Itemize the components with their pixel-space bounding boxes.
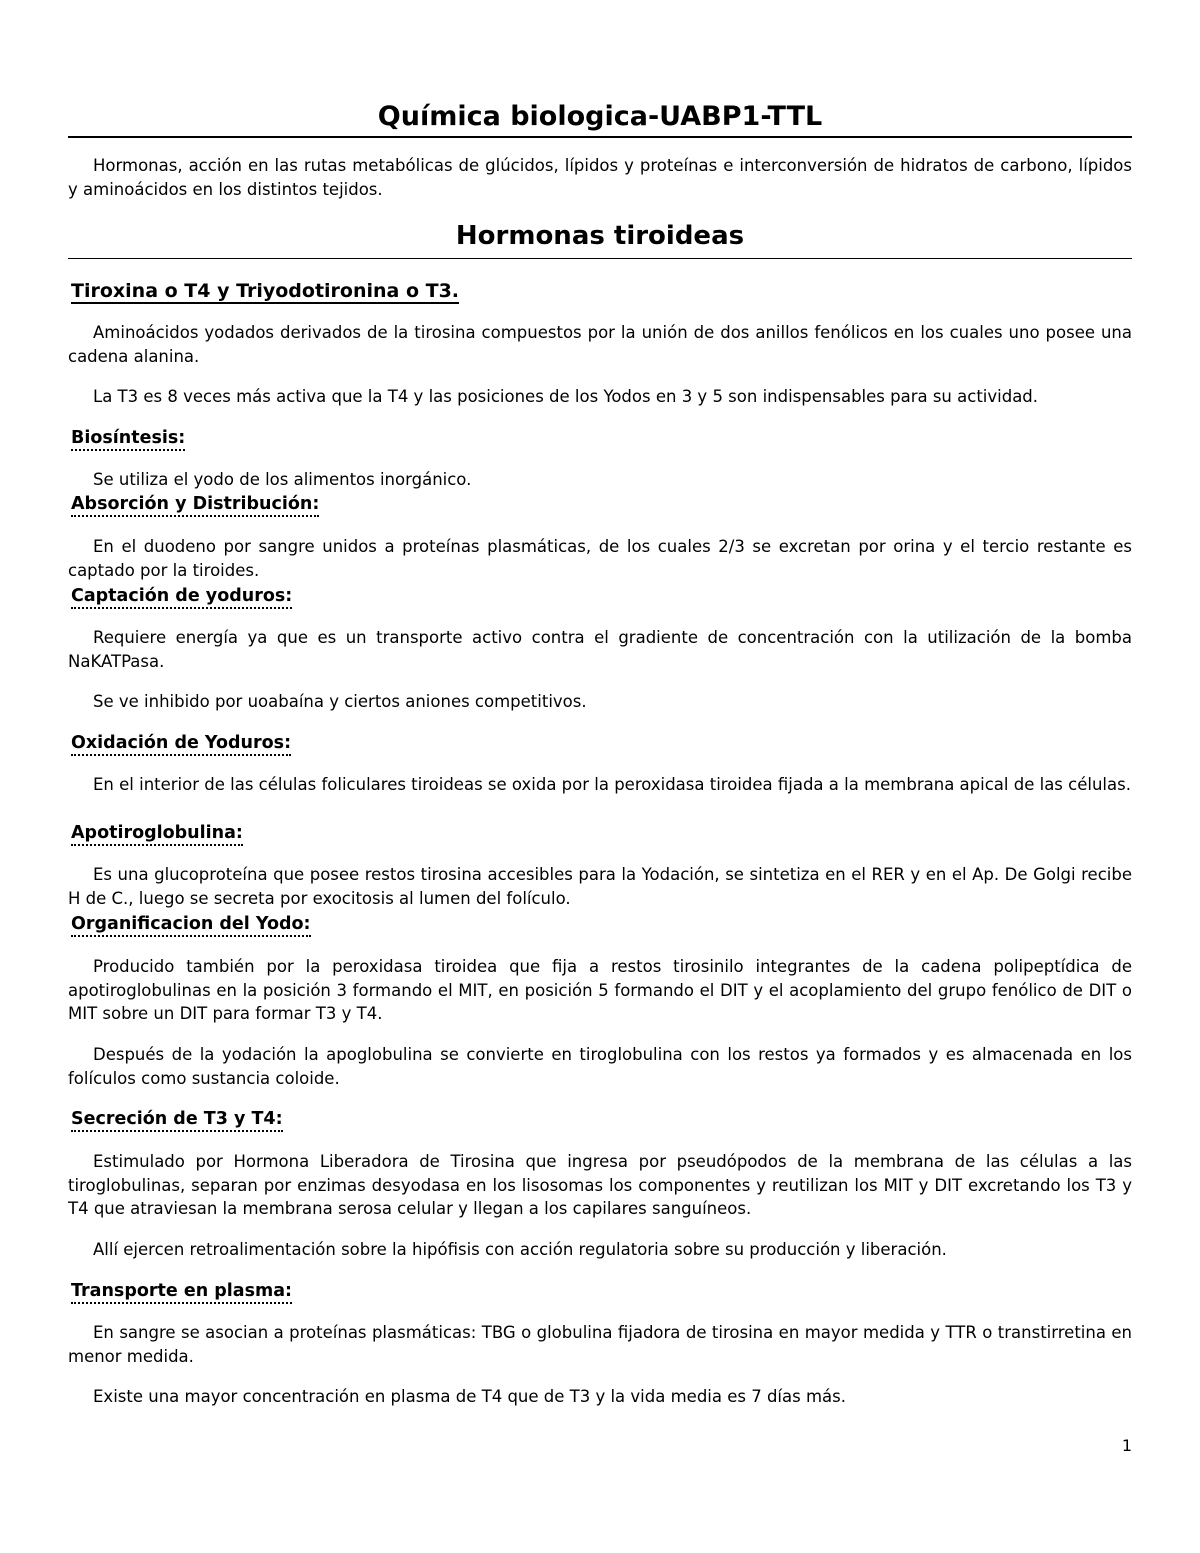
tiroxina-paragraph-1: Aminoácidos yodados derivados de la tirosina compuestos por la unión de dos anillos fenólicos en los cuales uno posee una cadena alanina.	[68, 323, 1132, 366]
subsection-title-transporte: Transporte en plasma:	[71, 1280, 292, 1304]
section-title: Hormonas tiroideas	[455, 221, 745, 251]
absorcion-paragraph: En el duodeno por sangre unidos a proteínas plasmáticas, de los cuales 2/3 se excretan por orina y el tercio restante es captado por la tiroides.	[68, 537, 1132, 580]
oxidacion-paragraph: En el interior de las células foliculares tiroideas se oxida por la peroxidasa tiroidea fijada a la membrana apical de las células.	[93, 775, 1131, 794]
biosintesis-paragraph: Se utiliza el yodo de los alimentos inorgánico.	[93, 470, 472, 489]
document-title: Química biologica-UABP1-TTL	[377, 101, 823, 132]
subsection-title-tiroxina: Tiroxina o T4 y Triyodotironina o T3.	[71, 280, 460, 302]
subsection-title-apotiroglobulina: Apotiroglobulina:	[71, 822, 243, 846]
subsection-title-absorcion: Absorción y Distribución:	[71, 493, 319, 517]
captacion-paragraph-2: Se ve inhibido por uoabaína y ciertos aniones competitivos.	[93, 692, 587, 711]
section-rule	[68, 258, 1132, 259]
apotiroglobulina-paragraph: Es una glucoproteína que posee restos tirosina accesibles para la Yodación, se sintetiza en el RER y en el Ap. De Golgi recibe H de C., luego se secreta por exocitosis al lumen del folículo.	[68, 865, 1132, 908]
page-number: 1	[1121, 1436, 1132, 1455]
transporte-paragraph-2: Existe una mayor concentración en plasma de T4 que de T3 y la vida media es 7 días más.	[93, 1387, 846, 1406]
secrecion-paragraph-1: Estimulado por Hormona Liberadora de Tirosina que ingresa por pseudópodos de la membrana de las células a las tiroglobulinas, separan por enzimas desyodasa en los lisosomas los componentes y reutilizan los MIT y DIT excretando los T3 y T4 que atraviesan la membrana serosa celular y llegan a los capilares sanguíneos.	[68, 1152, 1132, 1218]
organificacion-paragraph-2: Después de la yodación la apoglobulina se convierte en tiroglobulina con los restos ya formados y es almacenada en los folículos como sustancia coloide.	[68, 1045, 1132, 1088]
tiroxina-paragraph-2: La T3 es 8 veces más activa que la T4 y las posiciones de los Yodos en 3 y 5 son indispensables para su actividad.	[93, 387, 1039, 406]
subsection-title-organificacion: Organificacion del Yodo:	[71, 913, 311, 937]
transporte-paragraph-1: En sangre se asocian a proteínas plasmáticas: TBG o globulina fijadora de tirosina en mayor medida y TTR o transtirretina en menor medida.	[68, 1323, 1132, 1366]
subsection-title-captacion: Captación de yoduros:	[71, 585, 292, 609]
secrecion-paragraph-2: Allí ejercen retroalimentación sobre la hipófisis con acción regulatoria sobre su producción y liberación.	[93, 1240, 947, 1259]
subsection-title-secrecion: Secreción de T3 y T4:	[71, 1108, 283, 1132]
subsection-title-oxidacion: Oxidación de Yoduros:	[71, 732, 291, 756]
title-rule	[68, 136, 1132, 138]
intro-paragraph: Hormonas, acción en las rutas metabólicas de glúcidos, lípidos y proteínas e interconversión de hidratos de carbono, lípidos y aminoácidos en los distintos tejidos.	[68, 156, 1132, 199]
captacion-paragraph-1: Requiere energía ya que es un transporte activo contra el gradiente de concentración con la utilización de la bomba NaKATPasa.	[68, 628, 1132, 671]
subsection-title-biosintesis: Biosíntesis:	[71, 427, 185, 451]
organificacion-paragraph-1: Producido también por la peroxidasa tiroidea que fija a restos tirosinilo integrantes de la cadena polipeptídica de apotiroglobulinas en la posición 3 formando el MIT, en posición 5 formando el DIT y el acoplamiento del grupo fenólico de DIT o MIT sobre un DIT para formar T3 y T4.	[68, 957, 1132, 1023]
